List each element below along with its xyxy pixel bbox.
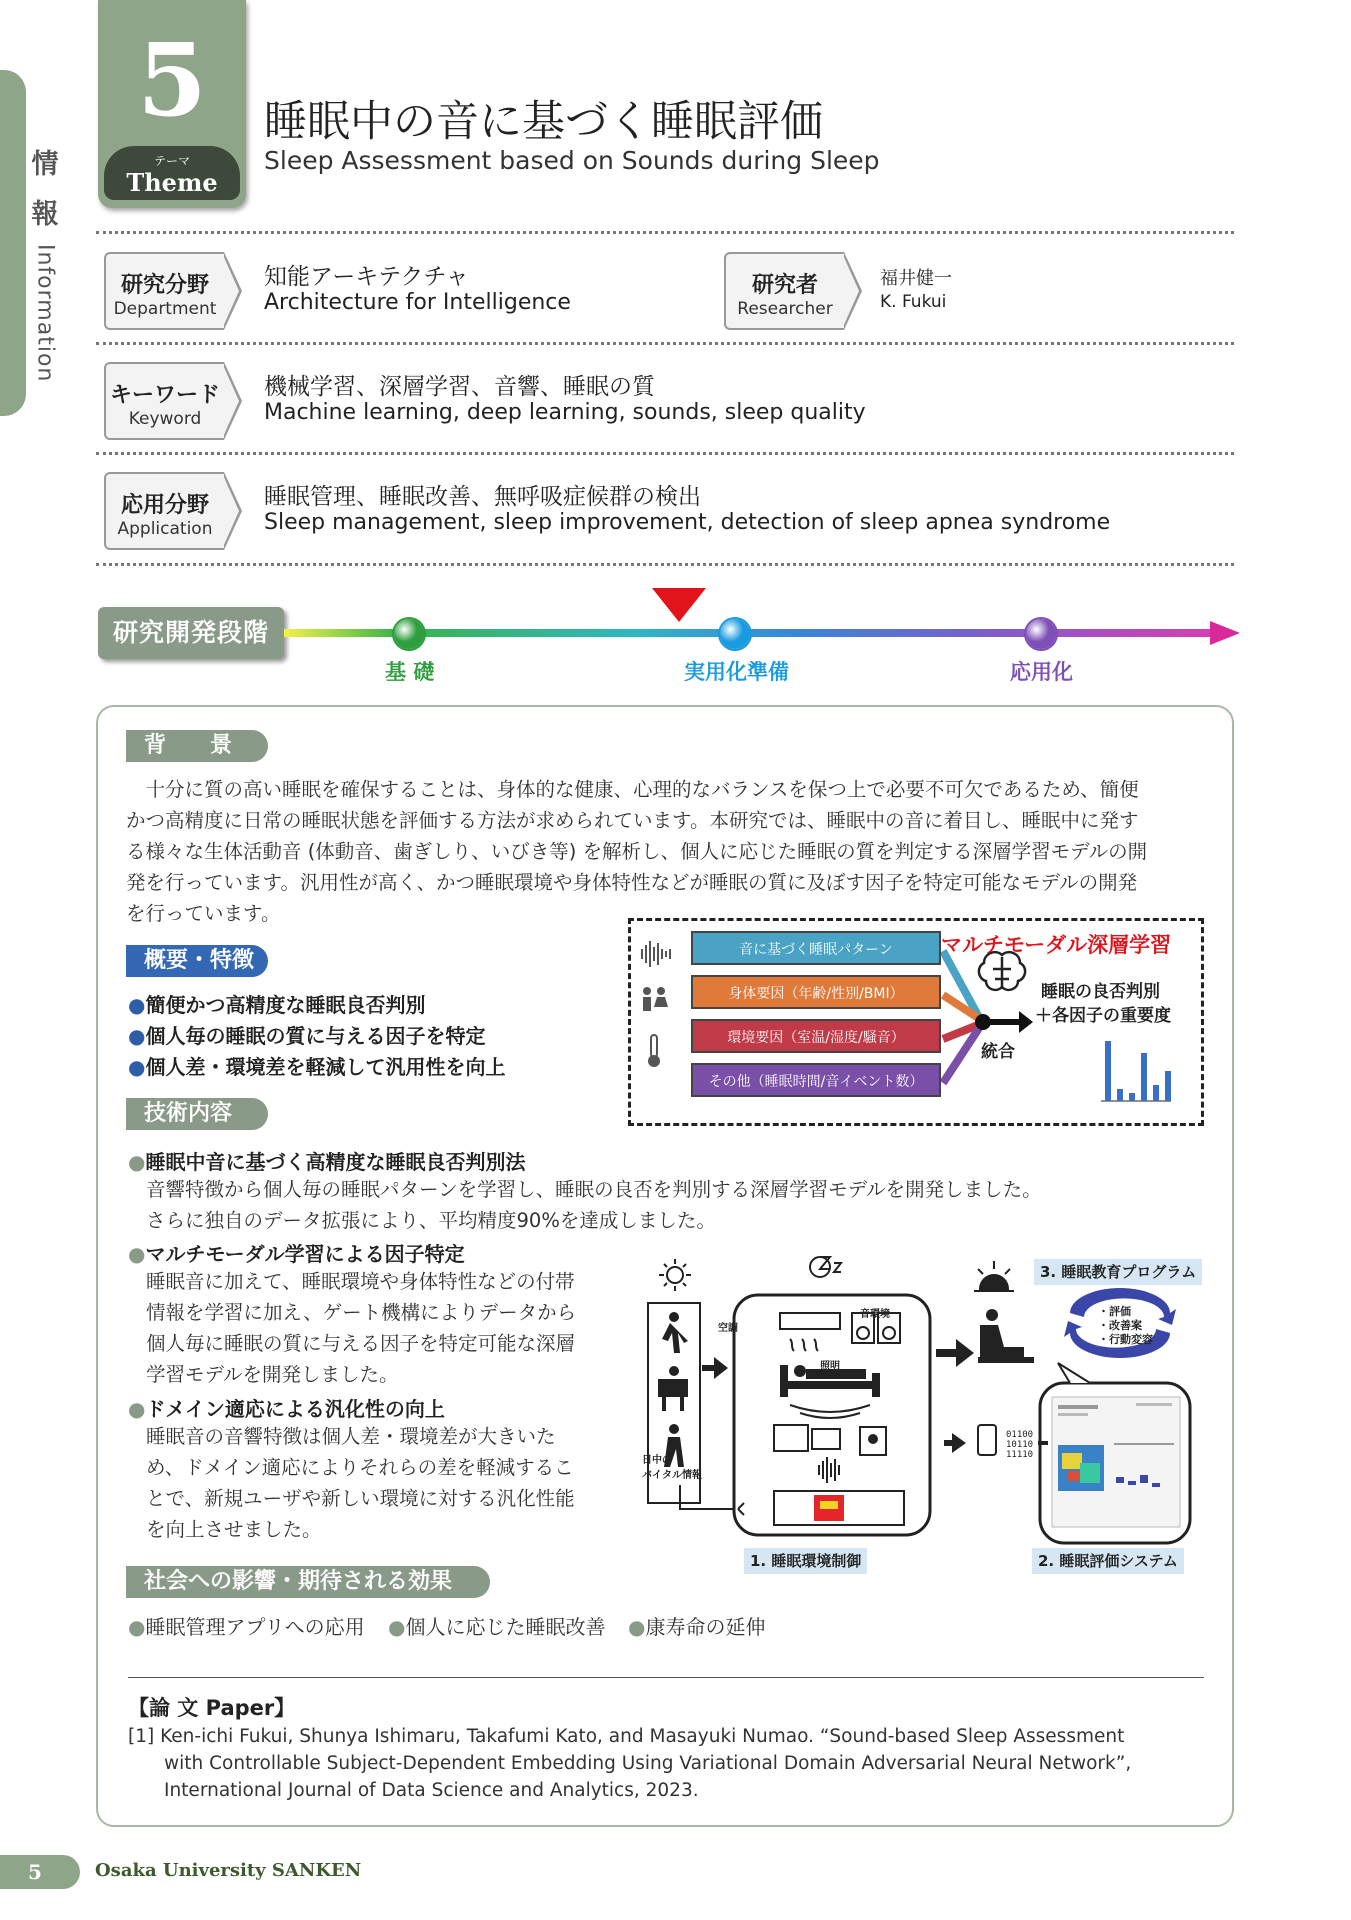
sun-icon (659, 1259, 691, 1291)
theme-number: 5 (137, 21, 207, 139)
page-title-en: Sleep Assessment based on Sounds during Sleep (264, 146, 880, 175)
page-title-jp: 睡眠中の音に基づく睡眠評価 (264, 97, 823, 147)
sunrise-icon (974, 1261, 1014, 1291)
svg-text:11110: 11110 (1006, 1450, 1034, 1460)
mm-input-environment: 環境要因（室温/湿度/騒音） (691, 1019, 941, 1053)
ac-label: 空調 (718, 1323, 738, 1334)
paper-reference-line: International Journal of Data Science and Analytics, 2023. (164, 1780, 699, 1801)
stage-label-application: 応用化 (1010, 660, 1073, 684)
background-text (126, 774, 1147, 929)
multimodal-diagram (628, 918, 1204, 1126)
waveform-icon (818, 1457, 840, 1483)
system-illustration (640, 1253, 1200, 1583)
researcher-value-jp: 福井健一 (880, 268, 952, 289)
phone-icon (978, 1425, 996, 1455)
footer-text: Osaka University SANKEN (95, 1860, 362, 1881)
mm-integrate-label: 統合 (981, 1042, 1015, 1062)
overview-bullet: ●簡便かつ高精度な睡眠良否判別 (128, 993, 426, 1017)
keyword-value-jp: 機械学習、深層学習、音響、睡眠の質 (264, 374, 655, 400)
arrow-icon (952, 1433, 966, 1453)
tech-item-title: ●睡眠中音に基づく高精度な睡眠良否判別法 (128, 1150, 526, 1174)
background-line: を行っています。 (126, 902, 281, 925)
divider (96, 563, 1234, 566)
paper-reference-line: with Controllable Subject-Dependent Embedding Using Variational Domain Adversarial Neural Network”, (164, 1753, 1132, 1774)
overview-bullets (128, 990, 505, 1083)
zzz-icon (810, 1257, 841, 1277)
keyword-value-en: Machine learning, deep learning, sounds, sleep quality (264, 400, 866, 425)
application-label-en: Application (117, 519, 213, 539)
overview-heading: 概要・特徴 (126, 945, 268, 977)
mm-result-line1: 睡眠の良否判別 (1041, 982, 1160, 1002)
department-value-en: Architecture for Intelligence (264, 290, 571, 315)
side-label-jp1: 情 (31, 149, 59, 180)
divider (96, 452, 1234, 455)
paper-heading: 【論 文 Paper】 (128, 1696, 296, 1720)
svg-text:10110: 10110 (1006, 1440, 1034, 1450)
researcher-label (724, 252, 844, 330)
page-number: 5 (0, 1855, 80, 1889)
current-stage-marker-icon (652, 588, 706, 622)
input-icons (641, 941, 671, 1067)
daytime-vital-label: 日中の バイタル情報 (642, 1455, 702, 1481)
thermometer-icon (648, 1035, 660, 1067)
application-label-jp: 応用分野 (120, 493, 209, 518)
tech-item-text: 睡眠音に加えて、睡眠環境や身体特性などの付帯 情報を学習に加え、ゲート機構によりデータから 個人毎に睡眠の質に与える因子を特定可能な深層 学習モデルを開発しました。 (146, 1270, 577, 1386)
side-section-label (30, 140, 60, 382)
keyword-label-jp: キーワード (109, 383, 220, 408)
stage-label: 研究開発段階 (98, 607, 284, 659)
mm-input-body: 身体要因（年齢/性別/BMI） (691, 975, 941, 1009)
background-line: 十分に質の高い睡眠を確保することは、身体的な健康、心理的なバランスを保つ上で必要不可欠であるため、簡便 (126, 778, 1139, 801)
mm-input-other: その他（睡眠時間/音イベント数） (691, 1063, 941, 1097)
tablet-icon (774, 1491, 904, 1525)
overview-bullet: ●個人毎の睡眠の質に与える因子を特定 (128, 1024, 486, 1048)
department-label-en: Department (113, 299, 217, 319)
department-label-jp: 研究分野 (120, 273, 209, 298)
application-label (104, 472, 224, 550)
dashboard-screenshot (1052, 1397, 1180, 1527)
stage-arrow-icon (1210, 621, 1240, 645)
effect-item: ●個人に応じた睡眠改善 (388, 1615, 606, 1639)
system-tag-environment: 1. 睡眠環境制御 (744, 1548, 867, 1574)
sleep-system-diagram (640, 1253, 1200, 1583)
system-tag-education: 3. 睡眠教育プログラム (1034, 1259, 1202, 1285)
effects-heading: 社会への影響・期待される効果 (126, 1566, 490, 1598)
theme-label-jp: テーマ (153, 154, 190, 168)
effect-item: ●康寿命の延伸 (628, 1615, 766, 1639)
stage-label-practical: 実用化準備 (684, 660, 789, 684)
researcher-label-en: Researcher (737, 299, 833, 319)
keyword-label (104, 362, 224, 440)
lighting-label: 照明 (820, 1361, 840, 1372)
application-value-jp: 睡眠管理、睡眠改善、無呼吸症候群の検出 (264, 484, 701, 510)
tech-item-title: ●マルチモーダル学習による因子特定 (128, 1242, 465, 1266)
mm-result-line2: ＋各因子の重要度 (1035, 1006, 1171, 1026)
application-value-en: Sleep management, sleep improvement, detection of sleep apnea syndrome (264, 510, 1111, 535)
arrow-icon (956, 1339, 974, 1367)
background-heading: 背 景 (126, 730, 268, 762)
bed-icon (780, 1365, 880, 1418)
keyword-label-en: Keyword (128, 409, 202, 429)
divider (96, 342, 1234, 345)
device-icons (774, 1425, 886, 1455)
side-label-en: Information (32, 244, 58, 383)
divider (96, 231, 1234, 234)
air-conditioner-icon (780, 1313, 840, 1351)
theme-label (104, 146, 240, 200)
background-line: 発を行っています。汎用性が高く、かつ睡眠環境や身体特性などが睡眠の質に及ぼす因子を特定可能なモデルの開発 (126, 871, 1138, 894)
technical-heading: 技術内容 (126, 1098, 268, 1130)
stage-dot-practical (720, 619, 750, 649)
researcher-value-en: K. Fukui (880, 292, 947, 312)
stage-label-basic: 基 礎 (385, 660, 435, 684)
mm-title: マルチモーダル深層学習 (941, 933, 1172, 957)
tech-item-text: 睡眠音の音響特徴は個人差・環境差が大きいた め、ドメイン適応によりそれらの差を軽減するこ とで、新規ユーザや新しい環境に対する汎化性能 を向上させました。 (146, 1425, 575, 1541)
side-tab (0, 70, 26, 416)
tech-item-title: ●ドメイン適応による汎化性の向上 (128, 1397, 445, 1421)
program-items-label: ・評価 ・改善案 ・行動変容 (1098, 1305, 1153, 1346)
system-tag-evaluation: 2. 睡眠評価システム (1032, 1548, 1184, 1574)
paper-reference-line: [1] Ken-ichi Fukui, Shunya Ishimaru, Takafumi Kato, and Masayuki Numao. “Sound-based Sleep Assessment (128, 1726, 1125, 1747)
department-value-jp: 知能アーキテクチャ (264, 264, 469, 290)
mm-input-sound: 音に基づく睡眠パターン (691, 931, 941, 965)
tech-item-text: 音響特徴から個人毎の睡眠パターンを学習し、睡眠の良否を判別する深層学習モデルを開発しました。 さらに独自のデータ拡張により、平均精度90%を達成しました。 (146, 1178, 1042, 1232)
researcher-label-jp: 研究者 (751, 273, 818, 298)
reading-person-icon (978, 1309, 1034, 1363)
theme-badge (98, 0, 246, 208)
background-line: かつ高精度に日常の睡眠状態を評価する方法が求められています。本研究では、睡眠中の音に着目し、睡眠中に発す (126, 809, 1139, 832)
background-line: る様々な生体活動音 (体動音、歯ぎしり、いびき等) を解析し、個人に応じた睡眠の質を判定する深層学習モデルの開 (126, 840, 1148, 863)
effect-item: ●睡眠管理アプリへの応用 (128, 1615, 365, 1639)
svg-text:01100: 01100 (1006, 1430, 1034, 1440)
side-label-jp2: 報 (31, 199, 59, 230)
overview-bullet: ●個人差・環境差を軽減して汎用性を向上 (128, 1055, 506, 1079)
paper-divider (128, 1677, 1204, 1678)
department-label (104, 252, 224, 330)
stage-dot-basic (394, 619, 424, 649)
sound-env-label: 音環境 (860, 1309, 890, 1320)
bar-chart-icon (1101, 1041, 1171, 1101)
people-icon (643, 987, 668, 1011)
daytime-connector (680, 1485, 734, 1509)
theme-label-en: Theme (126, 168, 218, 197)
arrow-icon (714, 1357, 728, 1379)
waveform-icon (641, 941, 671, 967)
stage-dot-application (1026, 619, 1056, 649)
